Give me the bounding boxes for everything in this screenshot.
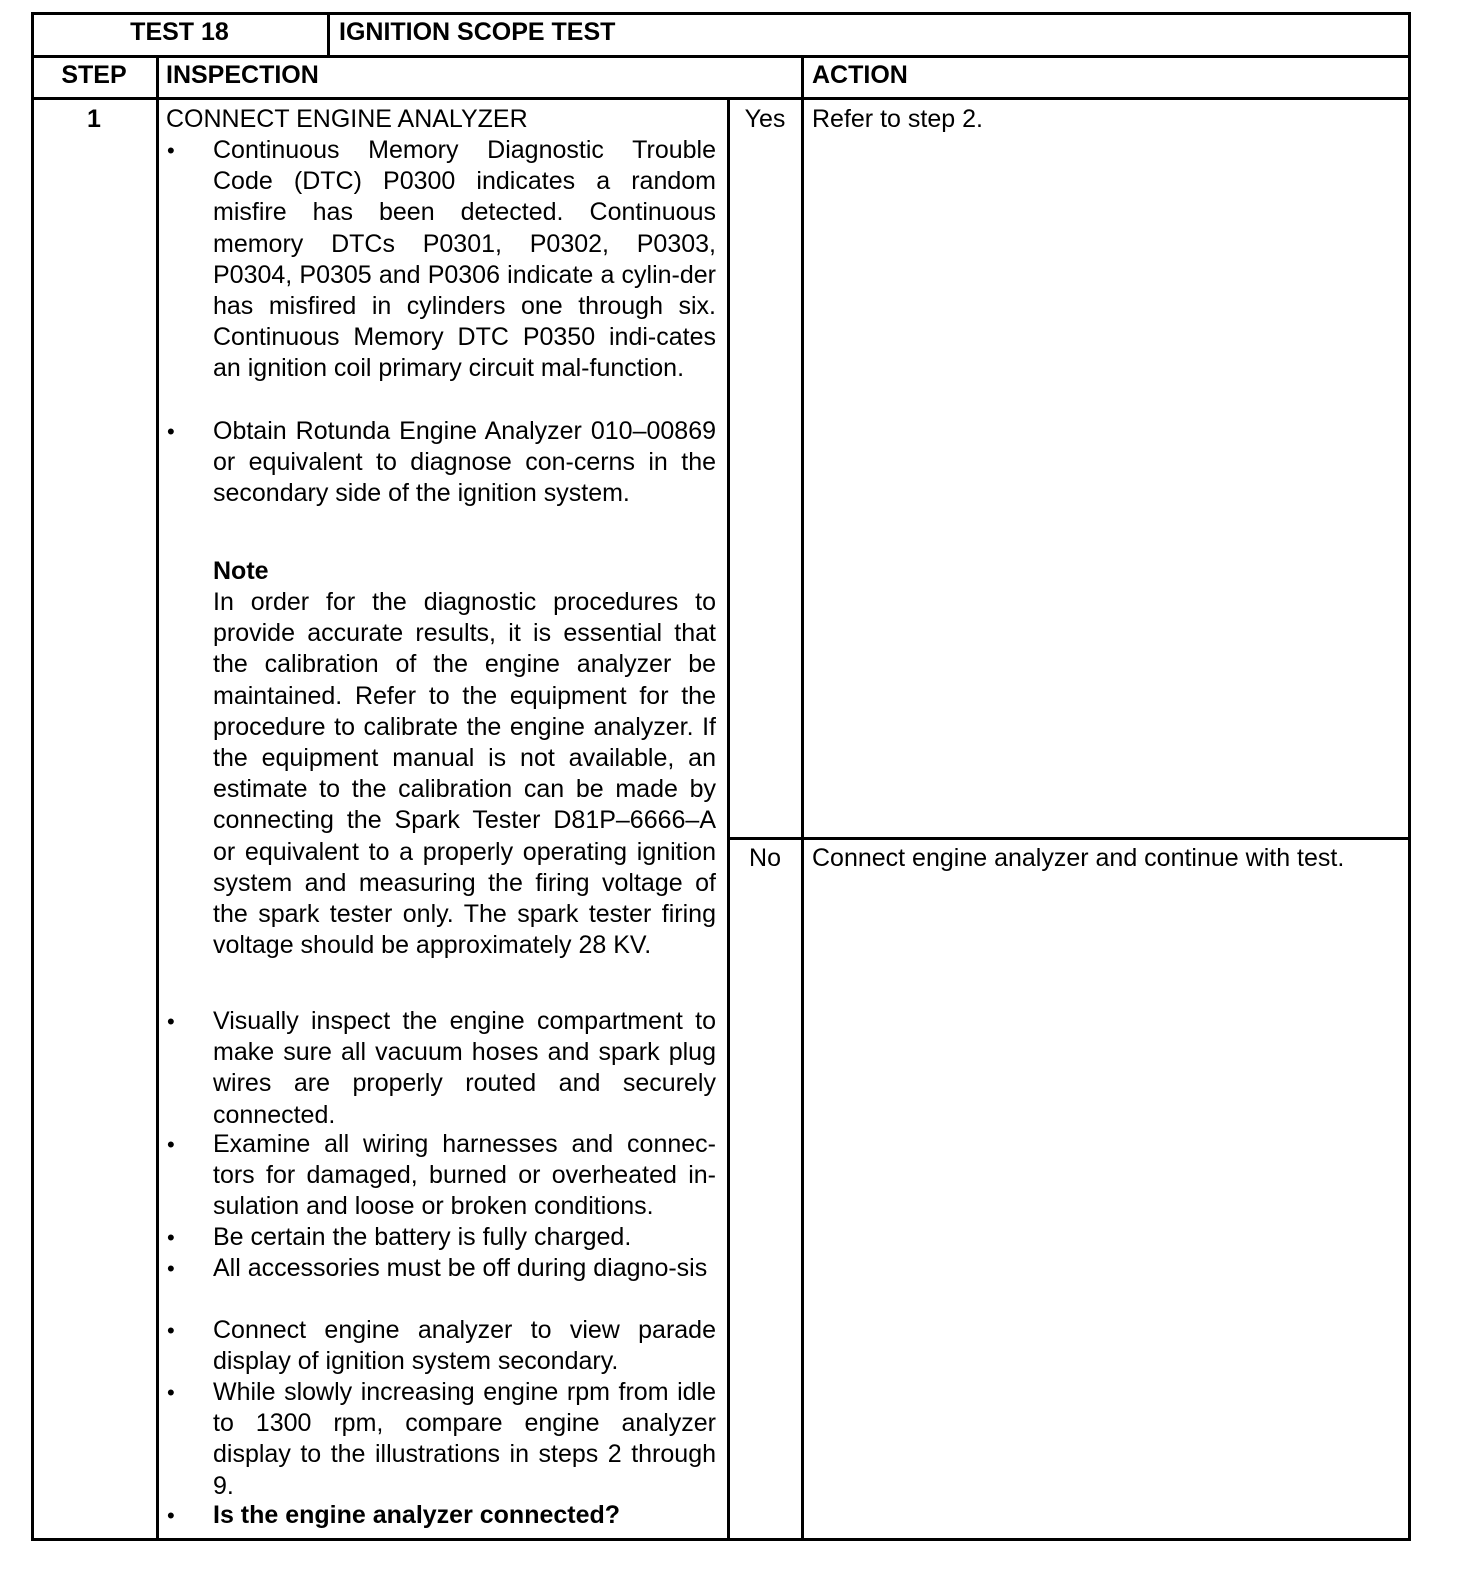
inspection-bullet: Be certain the battery is fully charged.: [213, 1223, 632, 1251]
action-column-divider: [801, 55, 804, 1541]
bullet-icon: •: [167, 1009, 175, 1034]
action-yes: Refer to step 2.: [812, 105, 983, 133]
step-column-header: STEP: [61, 61, 127, 89]
bullet-icon: •: [167, 1503, 175, 1528]
inspection-bullet: While slowly increasing engine rpm from idle to 1300 rpm, compare engine analyzer display to the illustrations in steps 2 through 9.: [213, 1378, 716, 1500]
action-no: Connect engine analyzer and continue with test.: [812, 844, 1345, 872]
note-text: In order for the diagnostic procedures to provide accurate results, it is essential that the calibration of the engine analyzer be maintained. Refer to the equipment for the procedure to calibrate the engine analyzer. If the equipment manual is not available, an estimate to the calibration can be made by connecting the Spark Tester D81P–6666–A or equivalent to a properly operating ignition system and measuring the firing voltage of the spark tester only. The spark tester firing voltage should be approximately 28 KV.: [213, 588, 716, 960]
bullet-icon: •: [167, 419, 175, 444]
inspection-bullet: Examine all wiring harnesses and connec-tors for damaged, burned or overheated in-sulation and loose or broken conditions.: [213, 1130, 716, 1221]
column-header-divider: [31, 97, 1411, 100]
inspection-bullet: Continuous Memory Diagnostic Trouble Code (DTC) P0300 indicates a random misfire has been detected. Continuous memory DTCs P0301, P0302, P0303, P0304, P0305 and P0306 indicate a cylin-der has misfired in cylinders one through six. Continuous Memory DTC P0350 indi-cates an ignition coil primary circuit mal-function.: [213, 136, 716, 383]
answer-no: No: [749, 844, 781, 872]
step-column-divider: [156, 55, 159, 1541]
bullet-icon: •: [167, 1256, 175, 1281]
inspection-bullet: Visually inspect the engine compartment to make sure all vacuum hoses and spark plug wires are properly routed and securely connected.: [213, 1007, 716, 1129]
note-heading: Note: [213, 557, 269, 585]
answer-yes: Yes: [744, 105, 786, 133]
bullet-icon: •: [167, 1318, 175, 1343]
action-column-header: ACTION: [812, 61, 908, 89]
yes-no-divider: [728, 837, 1411, 840]
bullet-icon: •: [167, 1380, 175, 1405]
inspection-question: Is the engine analyzer connected?: [213, 1501, 621, 1529]
step-number: 1: [87, 105, 101, 133]
bullet-icon: •: [167, 1225, 175, 1250]
inspection-bullet: All accessories must be off during diagno-sis: [213, 1254, 708, 1282]
step-title: CONNECT ENGINE ANALYZER: [166, 105, 528, 133]
test-title: IGNITION SCOPE TEST: [339, 18, 616, 46]
header-divider: [31, 55, 1411, 58]
inspection-bullet: Obtain Rotunda Engine Analyzer 010–00869 or equivalent to diagnose con-cerns in the secondary side of the ignition system.: [213, 417, 716, 508]
inspection-bullet: Connect engine analyzer to view parade display of ignition system secondary.: [213, 1316, 716, 1376]
inspection-column-header: INSPECTION: [166, 61, 319, 89]
bullet-icon: •: [167, 1132, 175, 1157]
answer-column-divider: [727, 97, 730, 1541]
bullet-icon: •: [167, 138, 175, 163]
test-label: TEST 18: [130, 18, 229, 46]
